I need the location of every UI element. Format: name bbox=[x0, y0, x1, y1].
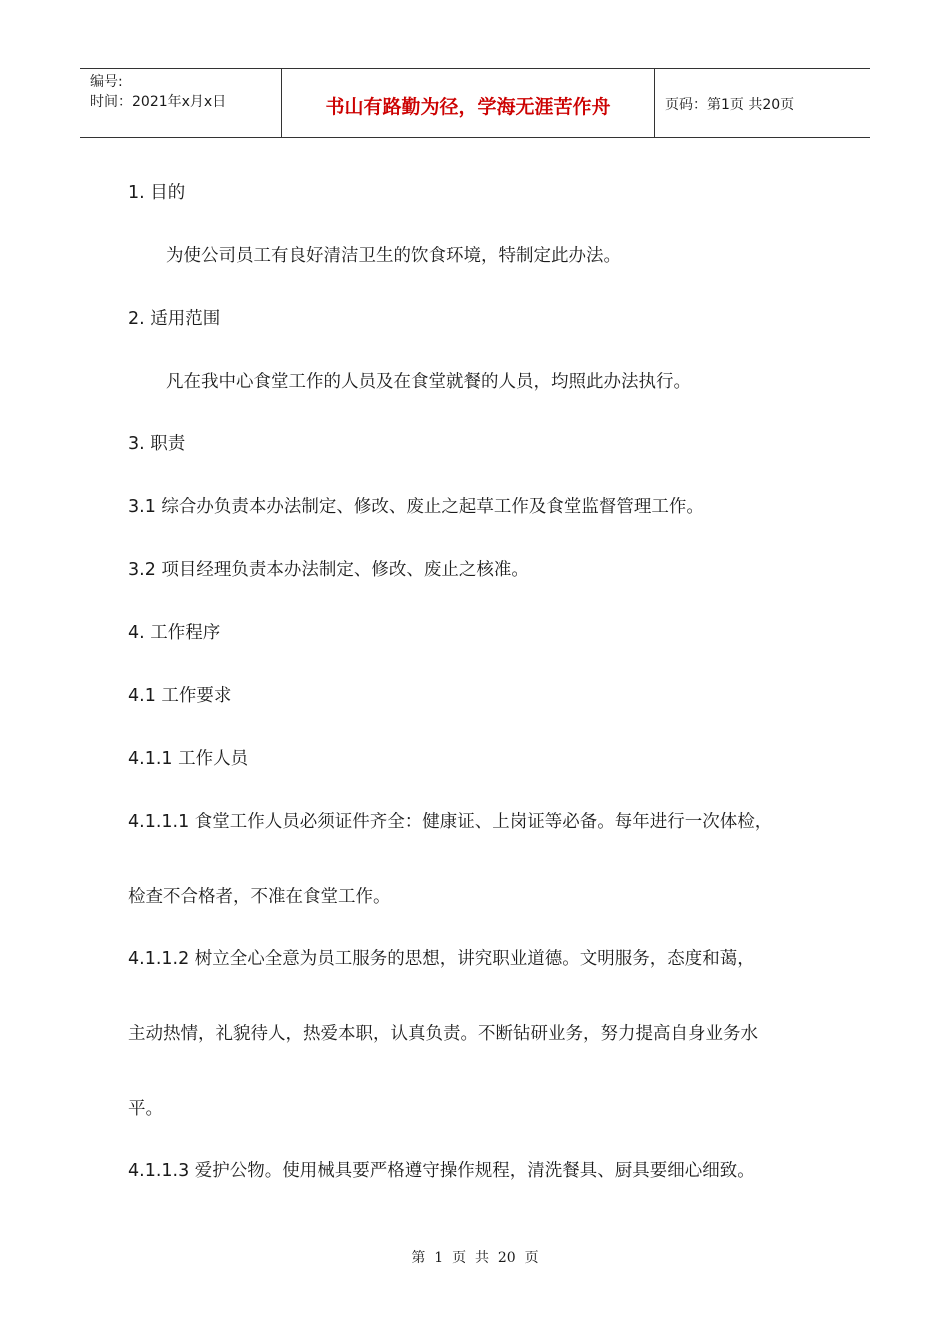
section-heading-responsibilities: 3. 职责 bbox=[128, 434, 186, 454]
clause-4-1: 4.1 工作要求 bbox=[128, 686, 232, 706]
clause-3-1: 3.1 综合办负责本办法制定、修改、废止之起草工作及食堂监督管理工作。 bbox=[128, 497, 704, 517]
clause-3-2: 3.2 项目经理负责本办法制定、修改、废止之核准。 bbox=[128, 560, 529, 580]
document-number-label: 编号: bbox=[90, 74, 123, 90]
header-motto: 书山有路勤为径，学海无涯苦作舟 bbox=[325, 96, 611, 118]
section-heading-scope: 2. 适用范围 bbox=[128, 309, 221, 329]
clause-4-1-1-2: 4.1.1.2 树立全心全意为员工服务的思想，讲究职业道德。文明服务，态度和蔼， bbox=[128, 949, 755, 969]
paragraph-scope: 凡在我中心食堂工作的人员及在食堂就餐的人员，均照此办法执行。 bbox=[166, 372, 691, 392]
clause-4-1-1: 4.1.1 工作人员 bbox=[128, 749, 249, 769]
document-date-label: 时间：2021年x月x日 bbox=[90, 94, 227, 110]
header-page-cell bbox=[655, 69, 870, 137]
clause-4-1-1-2-cont-2: 平。 bbox=[128, 1099, 163, 1119]
clause-4-1-1-1: 4.1.1.1 食堂工作人员必须证件齐全：健康证、上岗证等必备。每年进行一次体检， bbox=[128, 812, 773, 832]
header-page-code: 页码：第1页 共20页 bbox=[665, 97, 795, 113]
header-motto-cell bbox=[282, 69, 655, 137]
paragraph-purpose: 为使公司员工有良好清洁卫生的饮食环境，特制定此办法。 bbox=[166, 246, 621, 266]
header-meta-cell bbox=[80, 69, 282, 137]
section-heading-purpose: 1. 目的 bbox=[128, 183, 186, 203]
page-footer: 第 1 页 共 20 页 bbox=[411, 1250, 539, 1266]
section-heading-procedure: 4. 工作程序 bbox=[128, 623, 221, 643]
clause-4-1-1-1-cont: 检查不合格者，不准在食堂工作。 bbox=[128, 887, 391, 907]
document-header bbox=[80, 68, 870, 138]
clause-4-1-1-3: 4.1.1.3 爱护公物。使用械具要严格遵守操作规程，清洗餐具、厨具要细心细致。 bbox=[128, 1161, 755, 1181]
clause-4-1-1-2-cont-1: 主动热情，礼貌待人，热爱本职，认真负责。不断钻研业务，努力提高自身业务水 bbox=[128, 1024, 758, 1044]
